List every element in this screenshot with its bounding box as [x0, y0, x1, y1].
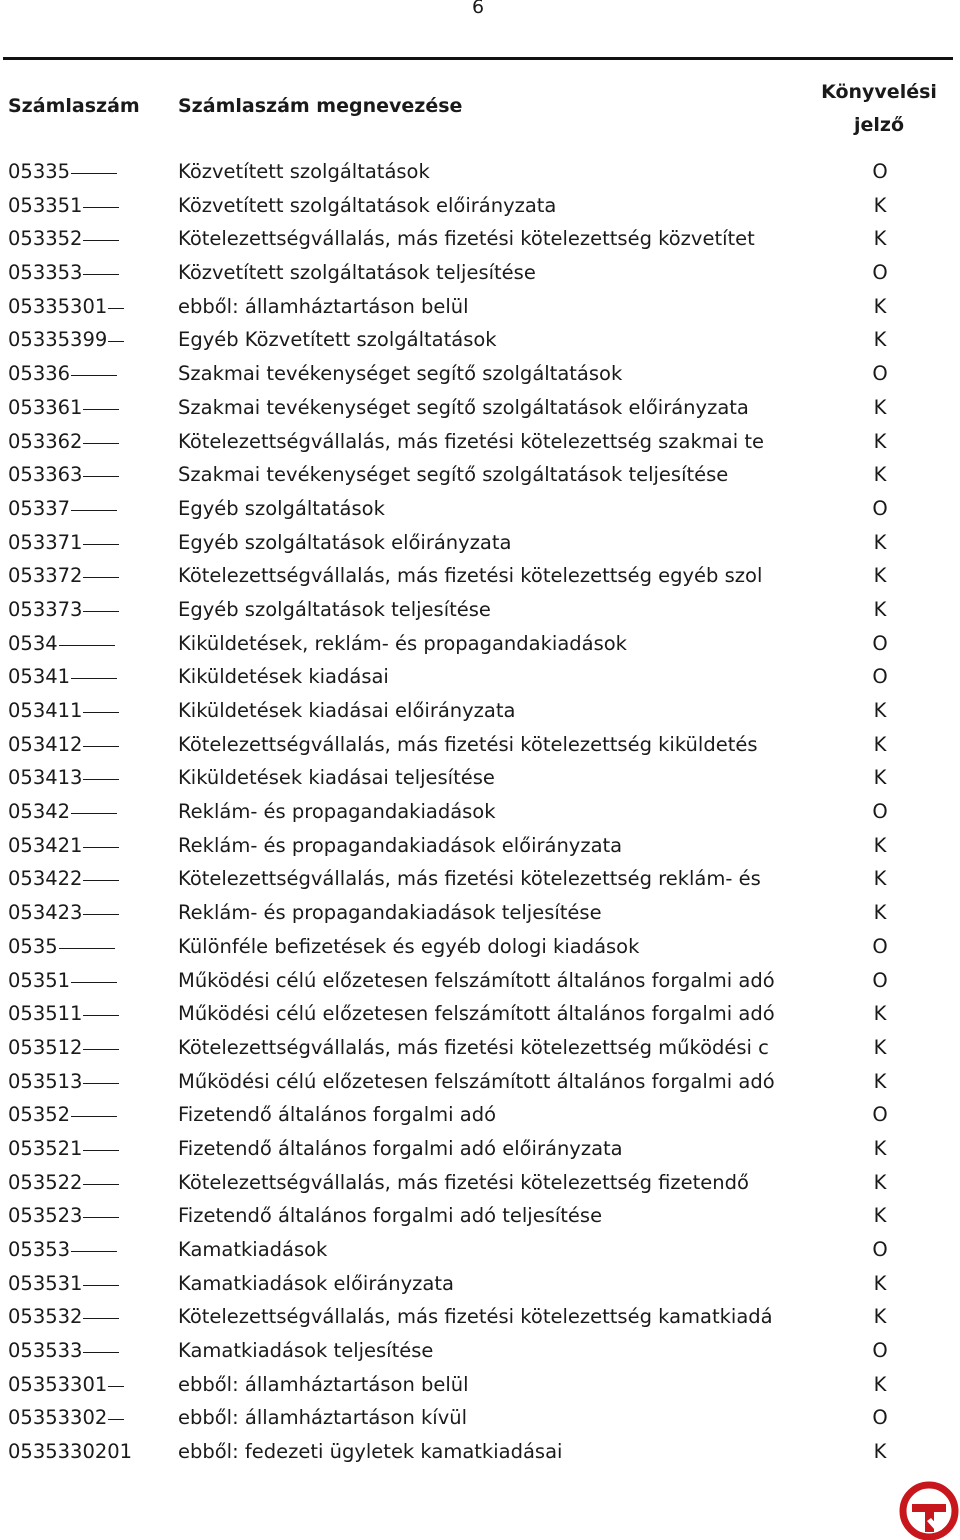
account-code-cell — [8, 694, 119, 728]
booking-flag: O — [872, 1406, 888, 1430]
account-code: 053531 — [8, 1271, 83, 1295]
booking-flag: K — [873, 1170, 887, 1194]
fill-in-line — [108, 341, 124, 342]
account-code-cell — [8, 627, 115, 661]
fill-in-line — [59, 645, 115, 646]
booking-flag: K — [873, 294, 887, 318]
account-table — [0, 155, 960, 1469]
column-header-flag — [800, 76, 958, 142]
table-row — [0, 425, 960, 459]
fill-in-line — [83, 1083, 119, 1084]
account-code-cell — [8, 1166, 119, 1200]
booking-flag: K — [873, 597, 887, 621]
fill-in-line — [108, 1419, 124, 1420]
table-row — [0, 1199, 960, 1233]
account-code-cell — [8, 896, 119, 930]
booking-flag: K — [873, 530, 887, 554]
fill-in-line — [83, 1318, 119, 1319]
table-row — [0, 862, 960, 896]
account-code-cell — [8, 425, 119, 459]
booking-flag: K — [873, 564, 887, 588]
account-code-cell — [8, 559, 119, 593]
fill-in-line — [83, 577, 119, 578]
account-name: Reklám- és propagandakiadások előirányzata — [178, 833, 623, 857]
account-code-cell — [8, 1334, 119, 1368]
account-name: ebből: államháztartáson belül — [178, 1372, 469, 1396]
table-row — [0, 357, 960, 391]
account-code: 053372 — [8, 564, 83, 588]
booking-flag: O — [872, 665, 888, 689]
table-row — [0, 829, 960, 863]
account-code-cell — [8, 189, 119, 223]
account-code: 05335301 — [8, 294, 108, 318]
account-code: 0534 — [8, 631, 58, 655]
account-code: 053532 — [8, 1305, 83, 1329]
table-row — [0, 323, 960, 357]
account-name: Kötelezettségvállalás, más fizetési kötelezettség egyéb szol — [178, 564, 763, 588]
account-code-cell — [8, 1098, 117, 1132]
table-row — [0, 660, 960, 694]
fill-in-line — [83, 746, 119, 747]
account-name: ebből: államháztartáson kívül — [178, 1406, 468, 1430]
account-code: 05342 — [8, 800, 71, 824]
account-code: 053512 — [8, 1035, 83, 1059]
booking-flag: K — [873, 1002, 887, 1026]
fill-in-line — [83, 1184, 119, 1185]
table-row — [0, 1368, 960, 1402]
account-code-cell — [8, 1199, 119, 1233]
table-row — [0, 458, 960, 492]
booking-flag: K — [873, 1136, 887, 1160]
account-code: 05335399 — [8, 328, 108, 352]
account-code: 053361 — [8, 395, 83, 419]
booking-flag: K — [873, 1069, 887, 1093]
booking-flag: K — [873, 395, 887, 419]
table-row — [0, 896, 960, 930]
account-code: 053412 — [8, 732, 83, 756]
account-name: Kiküldetések kiadásai — [178, 665, 389, 689]
account-code: 05351 — [8, 968, 71, 992]
table-row — [0, 526, 960, 560]
booking-flag: O — [872, 631, 888, 655]
table-header — [0, 78, 960, 142]
fill-in-line — [83, 207, 119, 208]
fill-in-line — [83, 712, 119, 713]
booking-flag: K — [873, 1035, 887, 1059]
account-name: Reklám- és propagandakiadások — [178, 800, 496, 824]
fill-in-line — [83, 914, 119, 915]
table-row — [0, 1267, 960, 1301]
column-header-name: Számlaszám megnevezése — [178, 95, 463, 117]
account-code-cell — [8, 323, 124, 357]
account-name: Működési célú előzetesen felszámított általános forgalmi adó — [178, 968, 775, 992]
table-row — [0, 155, 960, 189]
table-row — [0, 1435, 960, 1469]
fill-in-line — [83, 1150, 119, 1151]
account-name: Fizetendő általános forgalmi adó — [178, 1103, 497, 1127]
account-code: 05335 — [8, 160, 71, 183]
column-header-code: Számlaszám — [8, 95, 140, 117]
account-code-cell — [8, 155, 117, 189]
fill-in-line — [71, 173, 117, 174]
account-code: 053422 — [8, 867, 83, 891]
fill-in-line — [71, 1116, 117, 1117]
account-name: Egyéb szolgáltatások előirányzata — [178, 530, 512, 554]
account-name: Kamatkiadások teljesítése — [178, 1339, 434, 1363]
account-name: Egyéb szolgáltatások teljesítése — [178, 597, 491, 621]
account-name: ebből: fedezeti ügyletek kamatkiadásai — [178, 1440, 563, 1464]
account-name: Egyéb Közvetített szolgáltatások — [178, 328, 497, 352]
account-code: 05337 — [8, 496, 71, 520]
account-code-cell — [8, 829, 119, 863]
fill-in-line — [83, 1285, 119, 1286]
table-row — [0, 1300, 960, 1334]
account-name: Egyéb szolgáltatások — [178, 496, 385, 520]
table-row — [0, 997, 960, 1031]
account-code: 053521 — [8, 1136, 83, 1160]
column-header-flag-line1: Könyvelési — [821, 81, 937, 103]
table-row — [0, 256, 960, 290]
account-code: 05341 — [8, 665, 71, 689]
fill-in-line — [83, 409, 119, 410]
booking-flag: K — [873, 1372, 887, 1396]
table-row — [0, 694, 960, 728]
account-name: Közvetített szolgáltatások — [178, 160, 430, 183]
account-code: 053533 — [8, 1339, 83, 1363]
table-row — [0, 964, 960, 998]
account-code-cell — [8, 1267, 119, 1301]
account-name: Működési célú előzetesen felszámított általános forgalmi adó — [178, 1002, 775, 1026]
booking-flag: O — [872, 800, 888, 824]
table-row — [0, 795, 960, 829]
account-code-cell — [8, 1368, 124, 1402]
account-name: Fizetendő általános forgalmi adó teljesítése — [178, 1204, 603, 1228]
table-row — [0, 1401, 960, 1435]
booking-flag: K — [873, 328, 887, 352]
account-code: 05353302 — [8, 1406, 108, 1430]
column-header-flag-line2: jelző — [853, 114, 905, 136]
fill-in-line — [108, 1386, 124, 1387]
account-code-cell — [8, 930, 115, 964]
table-row — [0, 1132, 960, 1166]
account-code: 05353 — [8, 1238, 71, 1261]
account-code-cell — [8, 1233, 117, 1267]
page-number: 6 — [471, 0, 485, 18]
account-code: 0535330201 — [8, 1440, 133, 1464]
account-name: Fizetendő általános forgalmi adó előirányzata — [178, 1136, 623, 1160]
account-code-cell — [8, 593, 119, 627]
account-code-cell — [8, 526, 119, 560]
account-name: Kiküldetések kiadásai teljesítése — [178, 766, 495, 790]
account-code-cell — [8, 1300, 119, 1334]
fill-in-line — [71, 982, 117, 983]
account-code-cell — [8, 728, 119, 762]
booking-flag: K — [873, 766, 887, 790]
booking-flag: K — [873, 867, 887, 891]
table-row — [0, 728, 960, 762]
booking-flag: K — [873, 833, 887, 857]
fill-in-line — [108, 308, 124, 309]
account-code: 053363 — [8, 463, 83, 487]
fill-in-line — [83, 779, 119, 780]
fill-in-line — [83, 1015, 119, 1016]
account-code: 053413 — [8, 766, 83, 790]
account-code: 053352 — [8, 227, 83, 251]
table-row — [0, 1098, 960, 1132]
booking-flag: O — [872, 968, 888, 992]
booking-flag: K — [873, 1271, 887, 1295]
account-code: 0535 — [8, 934, 58, 958]
account-code-cell — [8, 222, 119, 256]
fill-in-line — [83, 847, 119, 848]
booking-flag: K — [873, 1305, 887, 1329]
account-code: 053373 — [8, 597, 83, 621]
company-logo-icon — [898, 1478, 960, 1540]
account-code: 053362 — [8, 429, 83, 453]
booking-flag: O — [872, 1238, 888, 1261]
account-code-cell — [8, 795, 117, 829]
fill-in-line — [83, 240, 119, 241]
booking-flag: K — [873, 227, 887, 251]
account-code-cell — [8, 256, 119, 290]
account-name: Kötelezettségvállalás, más fizetési kötelezettség kiküldetés — [178, 732, 758, 756]
account-name: Kamatkiadások — [178, 1238, 328, 1261]
fill-in-line — [83, 1217, 119, 1218]
account-code: 053513 — [8, 1069, 83, 1093]
fill-in-line — [71, 510, 117, 511]
account-code-cell — [8, 862, 119, 896]
table-row — [0, 189, 960, 223]
booking-flag: K — [873, 732, 887, 756]
booking-flag: O — [872, 934, 888, 958]
account-name: Működési célú előzetesen felszámított általános forgalmi adó — [178, 1069, 775, 1093]
account-code: 053371 — [8, 530, 83, 554]
account-code: 053523 — [8, 1204, 83, 1228]
account-code: 053351 — [8, 193, 83, 217]
fill-in-line — [71, 1251, 117, 1252]
fill-in-line — [83, 443, 119, 444]
account-name: Kötelezettségvállalás, más fizetési kötelezettség szakmai te — [178, 429, 764, 453]
account-name: Különféle befizetések és egyéb dologi kiadások — [178, 934, 640, 958]
booking-flag: O — [872, 1339, 888, 1363]
account-code-cell — [8, 1132, 119, 1166]
fill-in-line — [83, 1352, 119, 1353]
account-code-cell — [8, 492, 117, 526]
booking-flag: O — [872, 362, 888, 386]
account-code-cell — [8, 964, 117, 998]
booking-flag: O — [872, 160, 888, 183]
account-code: 053522 — [8, 1170, 83, 1194]
account-code-cell — [8, 290, 124, 324]
account-code-cell — [8, 1435, 133, 1469]
booking-flag: O — [872, 496, 888, 520]
account-name: Szakmai tevékenységet segítő szolgáltatások teljesítése — [178, 463, 729, 487]
booking-flag: O — [872, 1103, 888, 1127]
fill-in-line — [83, 880, 119, 881]
fill-in-line — [83, 1049, 119, 1050]
account-name: Kötelezettségvállalás, más fizetési kötelezettség reklám- és — [178, 867, 761, 891]
account-code-cell — [8, 660, 117, 694]
account-name: Kamatkiadások előirányzata — [178, 1271, 454, 1295]
table-row — [0, 222, 960, 256]
table-row — [0, 1031, 960, 1065]
booking-flag: K — [873, 1204, 887, 1228]
account-code: 053421 — [8, 833, 83, 857]
booking-flag: K — [873, 463, 887, 487]
booking-flag: O — [872, 261, 888, 285]
table-row — [0, 290, 960, 324]
fill-in-line — [71, 375, 117, 376]
table-row — [0, 1233, 960, 1267]
fill-in-line — [83, 476, 119, 477]
fill-in-line — [71, 678, 117, 679]
header-rule — [3, 57, 953, 60]
account-name: Szakmai tevékenységet segítő szolgáltatások előirányzata — [178, 395, 749, 419]
booking-flag: K — [873, 901, 887, 925]
account-name: Kötelezettségvállalás, más fizetési kötelezettség közvetítet — [178, 227, 755, 251]
account-name: Közvetített szolgáltatások előirányzata — [178, 193, 557, 217]
fill-in-line — [71, 813, 117, 814]
table-row — [0, 1166, 960, 1200]
account-code: 053423 — [8, 901, 83, 925]
account-name: ebből: államháztartáson belül — [178, 294, 469, 318]
table-row — [0, 593, 960, 627]
account-code-cell — [8, 997, 119, 1031]
account-code: 05353301 — [8, 1372, 108, 1396]
fill-in-line — [83, 274, 119, 275]
account-code-cell — [8, 357, 117, 391]
account-code: 053353 — [8, 261, 83, 285]
account-name: Kiküldetések, reklám- és propagandakiadások — [178, 631, 627, 655]
table-row — [0, 627, 960, 661]
booking-flag: K — [873, 699, 887, 722]
fill-in-line — [59, 948, 115, 949]
account-code-cell — [8, 1401, 124, 1435]
table-row — [0, 930, 960, 964]
account-code-cell — [8, 1065, 119, 1099]
account-name: Reklám- és propagandakiadások teljesítése — [178, 901, 602, 925]
account-code-cell — [8, 761, 119, 795]
table-row — [0, 761, 960, 795]
account-name: Kiküldetések kiadásai előirányzata — [178, 699, 516, 722]
account-code: 05336 — [8, 362, 71, 386]
account-code-cell — [8, 391, 119, 425]
account-code-cell — [8, 458, 119, 492]
account-name: Kötelezettségvállalás, más fizetési kötelezettség működési c — [178, 1035, 769, 1059]
account-name: Közvetített szolgáltatások teljesítése — [178, 261, 536, 285]
table-row — [0, 1334, 960, 1368]
booking-flag: K — [873, 1440, 887, 1464]
account-name: Kötelezettségvállalás, más fizetési kötelezettség fizetendő — [178, 1170, 749, 1194]
account-code: 053511 — [8, 1002, 83, 1026]
table-row — [0, 391, 960, 425]
table-row — [0, 1065, 960, 1099]
table-row — [0, 492, 960, 526]
fill-in-line — [83, 611, 119, 612]
booking-flag: K — [873, 429, 887, 453]
account-code: 05352 — [8, 1103, 71, 1127]
account-name: Kötelezettségvállalás, más fizetési kötelezettség kamatkiadá — [178, 1305, 773, 1329]
account-code-cell — [8, 1031, 119, 1065]
fill-in-line — [83, 544, 119, 545]
account-code: 053411 — [8, 699, 83, 722]
booking-flag: K — [873, 193, 887, 217]
table-row — [0, 559, 960, 593]
account-name: Szakmai tevékenységet segítő szolgáltatások — [178, 362, 623, 386]
